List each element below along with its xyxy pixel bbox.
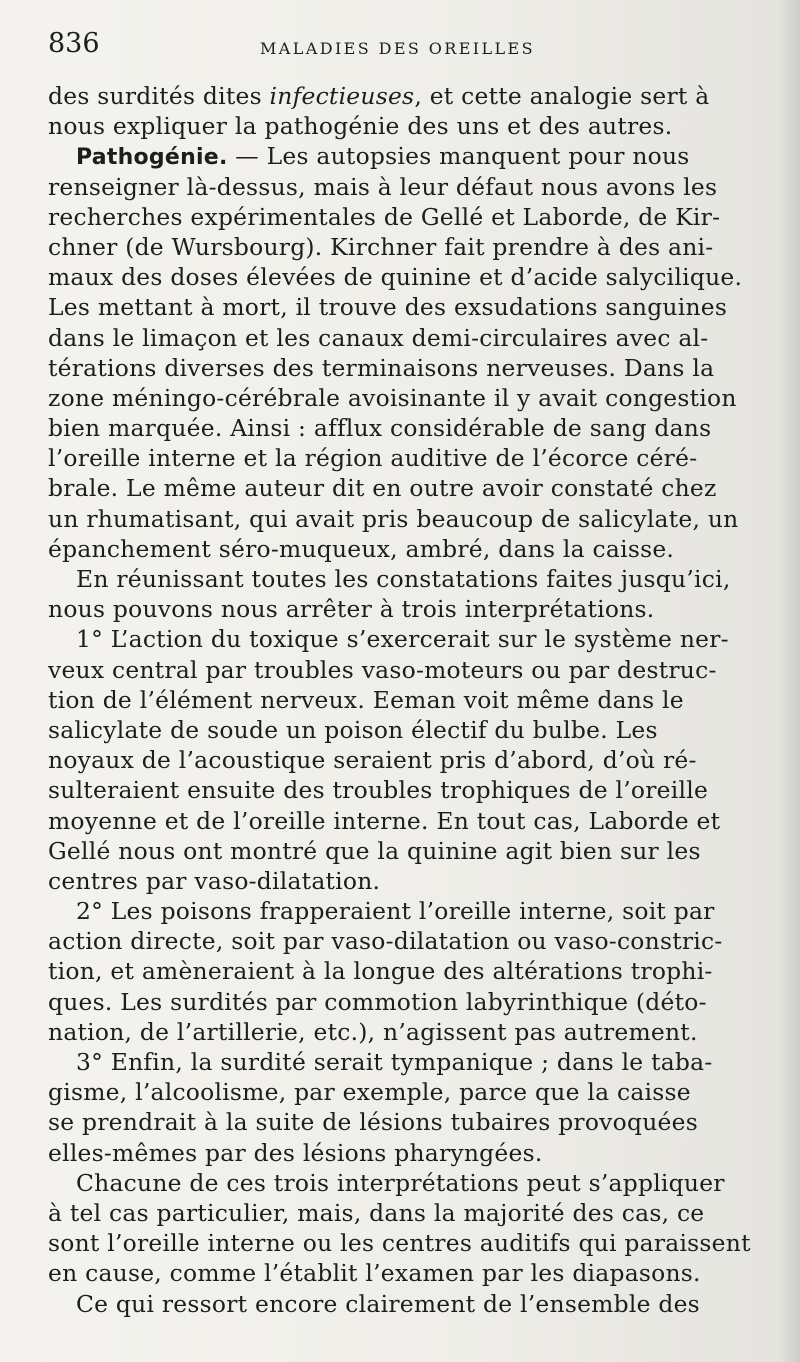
- text-line: [48, 1198, 762, 1228]
- text-line: [48, 1017, 762, 1047]
- text-line: [48, 81, 762, 111]
- section-heading: Pathogénie.: [76, 145, 228, 171]
- text-segment: recherches expérimentales de Gellé et Laborde, de Kir-: [48, 202, 721, 231]
- text-line: [48, 383, 762, 413]
- text-segment: l’oreille interne et la région auditive de l’écorce céré-: [48, 444, 698, 473]
- text-line: [48, 232, 762, 262]
- text-segment: tion, et amèneraient à la longue des altérations trophi-: [48, 957, 713, 986]
- text-line: [48, 292, 762, 322]
- page-header: [48, 28, 768, 68]
- text-line: [48, 745, 762, 775]
- text-segment: salicylate de soude un poison électif du bulbe. Les: [48, 715, 658, 744]
- text-segment: se prendrait à la suite de lésions tubaires provoquées: [48, 1108, 698, 1137]
- text-line: [48, 1228, 762, 1258]
- text-line: [48, 987, 762, 1017]
- text-segment: gisme, l’alcoolisme, par exemple, parce que la caisse: [48, 1078, 691, 1107]
- text-line: [48, 262, 762, 292]
- page-edge-shadow: [778, 0, 800, 1362]
- text-segment: — Les autopsies manquent pour nous: [227, 142, 690, 171]
- text-segment: nation, de l’artillerie, etc.), n’agissent pas autrement.: [48, 1017, 698, 1046]
- text-line: [48, 594, 762, 624]
- text-line: [48, 655, 762, 685]
- text-segment: nous expliquer la pathogénie des uns et des autres.: [48, 112, 673, 141]
- text-segment: brale. Le même auteur dit en outre avoir constaté chez: [48, 474, 717, 503]
- text-segment: épanchement séro-muqueux, ambré, dans la caisse.: [48, 534, 675, 563]
- text-segment: centres par vaso-dilatation.: [48, 866, 381, 895]
- italic-term: infectieuses: [269, 82, 415, 110]
- text-line: [48, 1168, 762, 1198]
- body-text: [48, 81, 762, 1319]
- text-segment: Gellé nous ont montré que la quinine agit bien sur les: [48, 836, 701, 865]
- text-line: [48, 504, 762, 534]
- text-line: [48, 564, 762, 594]
- text-line: [48, 624, 762, 654]
- text-segment: sulteraient ensuite des troubles trophiques de l’oreille: [48, 776, 709, 805]
- text-segment: Ce qui ressort encore clairement de l’ensemble des: [76, 1289, 700, 1318]
- text-segment: térations diverses des terminaisons nerveuses. Dans la: [48, 353, 715, 382]
- text-line: [48, 1289, 762, 1319]
- text-line: [48, 775, 762, 805]
- text-segment: elles-mêmes par des lésions pharyngées.: [48, 1138, 543, 1167]
- page-number: 836: [48, 28, 100, 59]
- text-segment: chner (de Wursbourg). Kirchner fait prendre à des ani-: [48, 232, 714, 261]
- text-segment: à tel cas particulier, mais, dans la majorité des cas, ce: [48, 1198, 705, 1227]
- text-line: [48, 956, 762, 986]
- text-segment: veux central par troubles vaso-moteurs ou par destruc-: [48, 655, 717, 684]
- text-segment: Les mettant à mort, il trouve des exsudations sanguines: [48, 293, 728, 322]
- text-segment: renseigner là-dessus, mais à leur défaut nous avons les: [48, 172, 718, 201]
- text-line: [48, 1047, 762, 1077]
- text-segment: maux des doses élevées de quinine et d’acide salycilique.: [48, 263, 743, 292]
- text-line: [48, 1077, 762, 1107]
- text-line: [48, 926, 762, 956]
- text-segment: action directe, soit par vaso-dilatation ou vaso-constric-: [48, 927, 723, 956]
- text-line: [48, 353, 762, 383]
- text-segment: dans le limaçon et les canaux demi-circulaires avec al-: [48, 323, 709, 352]
- text-line: [48, 323, 762, 353]
- text-segment: , et cette analogie sert à: [414, 82, 710, 110]
- text-segment: 3° Enfin, la surdité serait tympanique ; dans le taba-: [76, 1048, 713, 1076]
- text-segment: noyaux de l’acoustique seraient pris d’abord, d’où ré-: [48, 746, 697, 775]
- text-line: [48, 111, 762, 141]
- text-segment: tion de l’élément nerveux. Eeman voit même dans le: [48, 685, 684, 714]
- text-line: [48, 202, 762, 232]
- text-segment: nous pouvons nous arrêter à trois interprétations.: [48, 595, 655, 624]
- text-line: [48, 896, 762, 926]
- text-line: [48, 866, 762, 896]
- text-segment: bien marquée. Ainsi : afflux considérable de sang dans: [48, 414, 712, 443]
- text-segment: 1° L’action du toxique s’exercerait sur le système ner-: [76, 625, 729, 654]
- text-line: [48, 715, 762, 745]
- text-segment: un rhumatisant, qui avait pris beaucoup de salicylate, un: [48, 504, 739, 533]
- text-line: [48, 806, 762, 836]
- text-segment: en cause, comme l’établit l’examen par les diapasons.: [48, 1259, 701, 1288]
- text-line: [48, 1138, 762, 1168]
- running-title: MALADIES DES OREILLES: [260, 39, 536, 58]
- text-line: [48, 685, 762, 715]
- text-line: [48, 413, 762, 443]
- text-line: [48, 1258, 762, 1288]
- text-line: [48, 172, 762, 202]
- text-segment: 2° Les poisons frapperaient l’oreille interne, soit par: [76, 897, 715, 926]
- text-line: [48, 141, 762, 171]
- text-segment: moyenne et de l’oreille interne. En tout cas, Laborde et: [48, 806, 721, 835]
- text-line: [48, 836, 762, 866]
- text-line: [48, 1107, 762, 1137]
- text-segment: Chacune de ces trois interprétations peut s’appliquer: [76, 1168, 725, 1197]
- text-segment: des surdités dites: [48, 82, 270, 110]
- text-segment: sont l’oreille interne ou les centres auditifs qui paraissent: [48, 1229, 751, 1258]
- text-segment: ques. Les surdités par commotion labyrinthique (déto-: [48, 987, 707, 1016]
- text-line: [48, 473, 762, 503]
- text-segment: En réunissant toutes les constatations faites jusqu’ici,: [76, 565, 731, 593]
- text-line: [48, 443, 762, 473]
- text-line: [48, 534, 762, 564]
- text-segment: zone méningo-cérébrale avoisinante il y avait congestion: [48, 383, 737, 412]
